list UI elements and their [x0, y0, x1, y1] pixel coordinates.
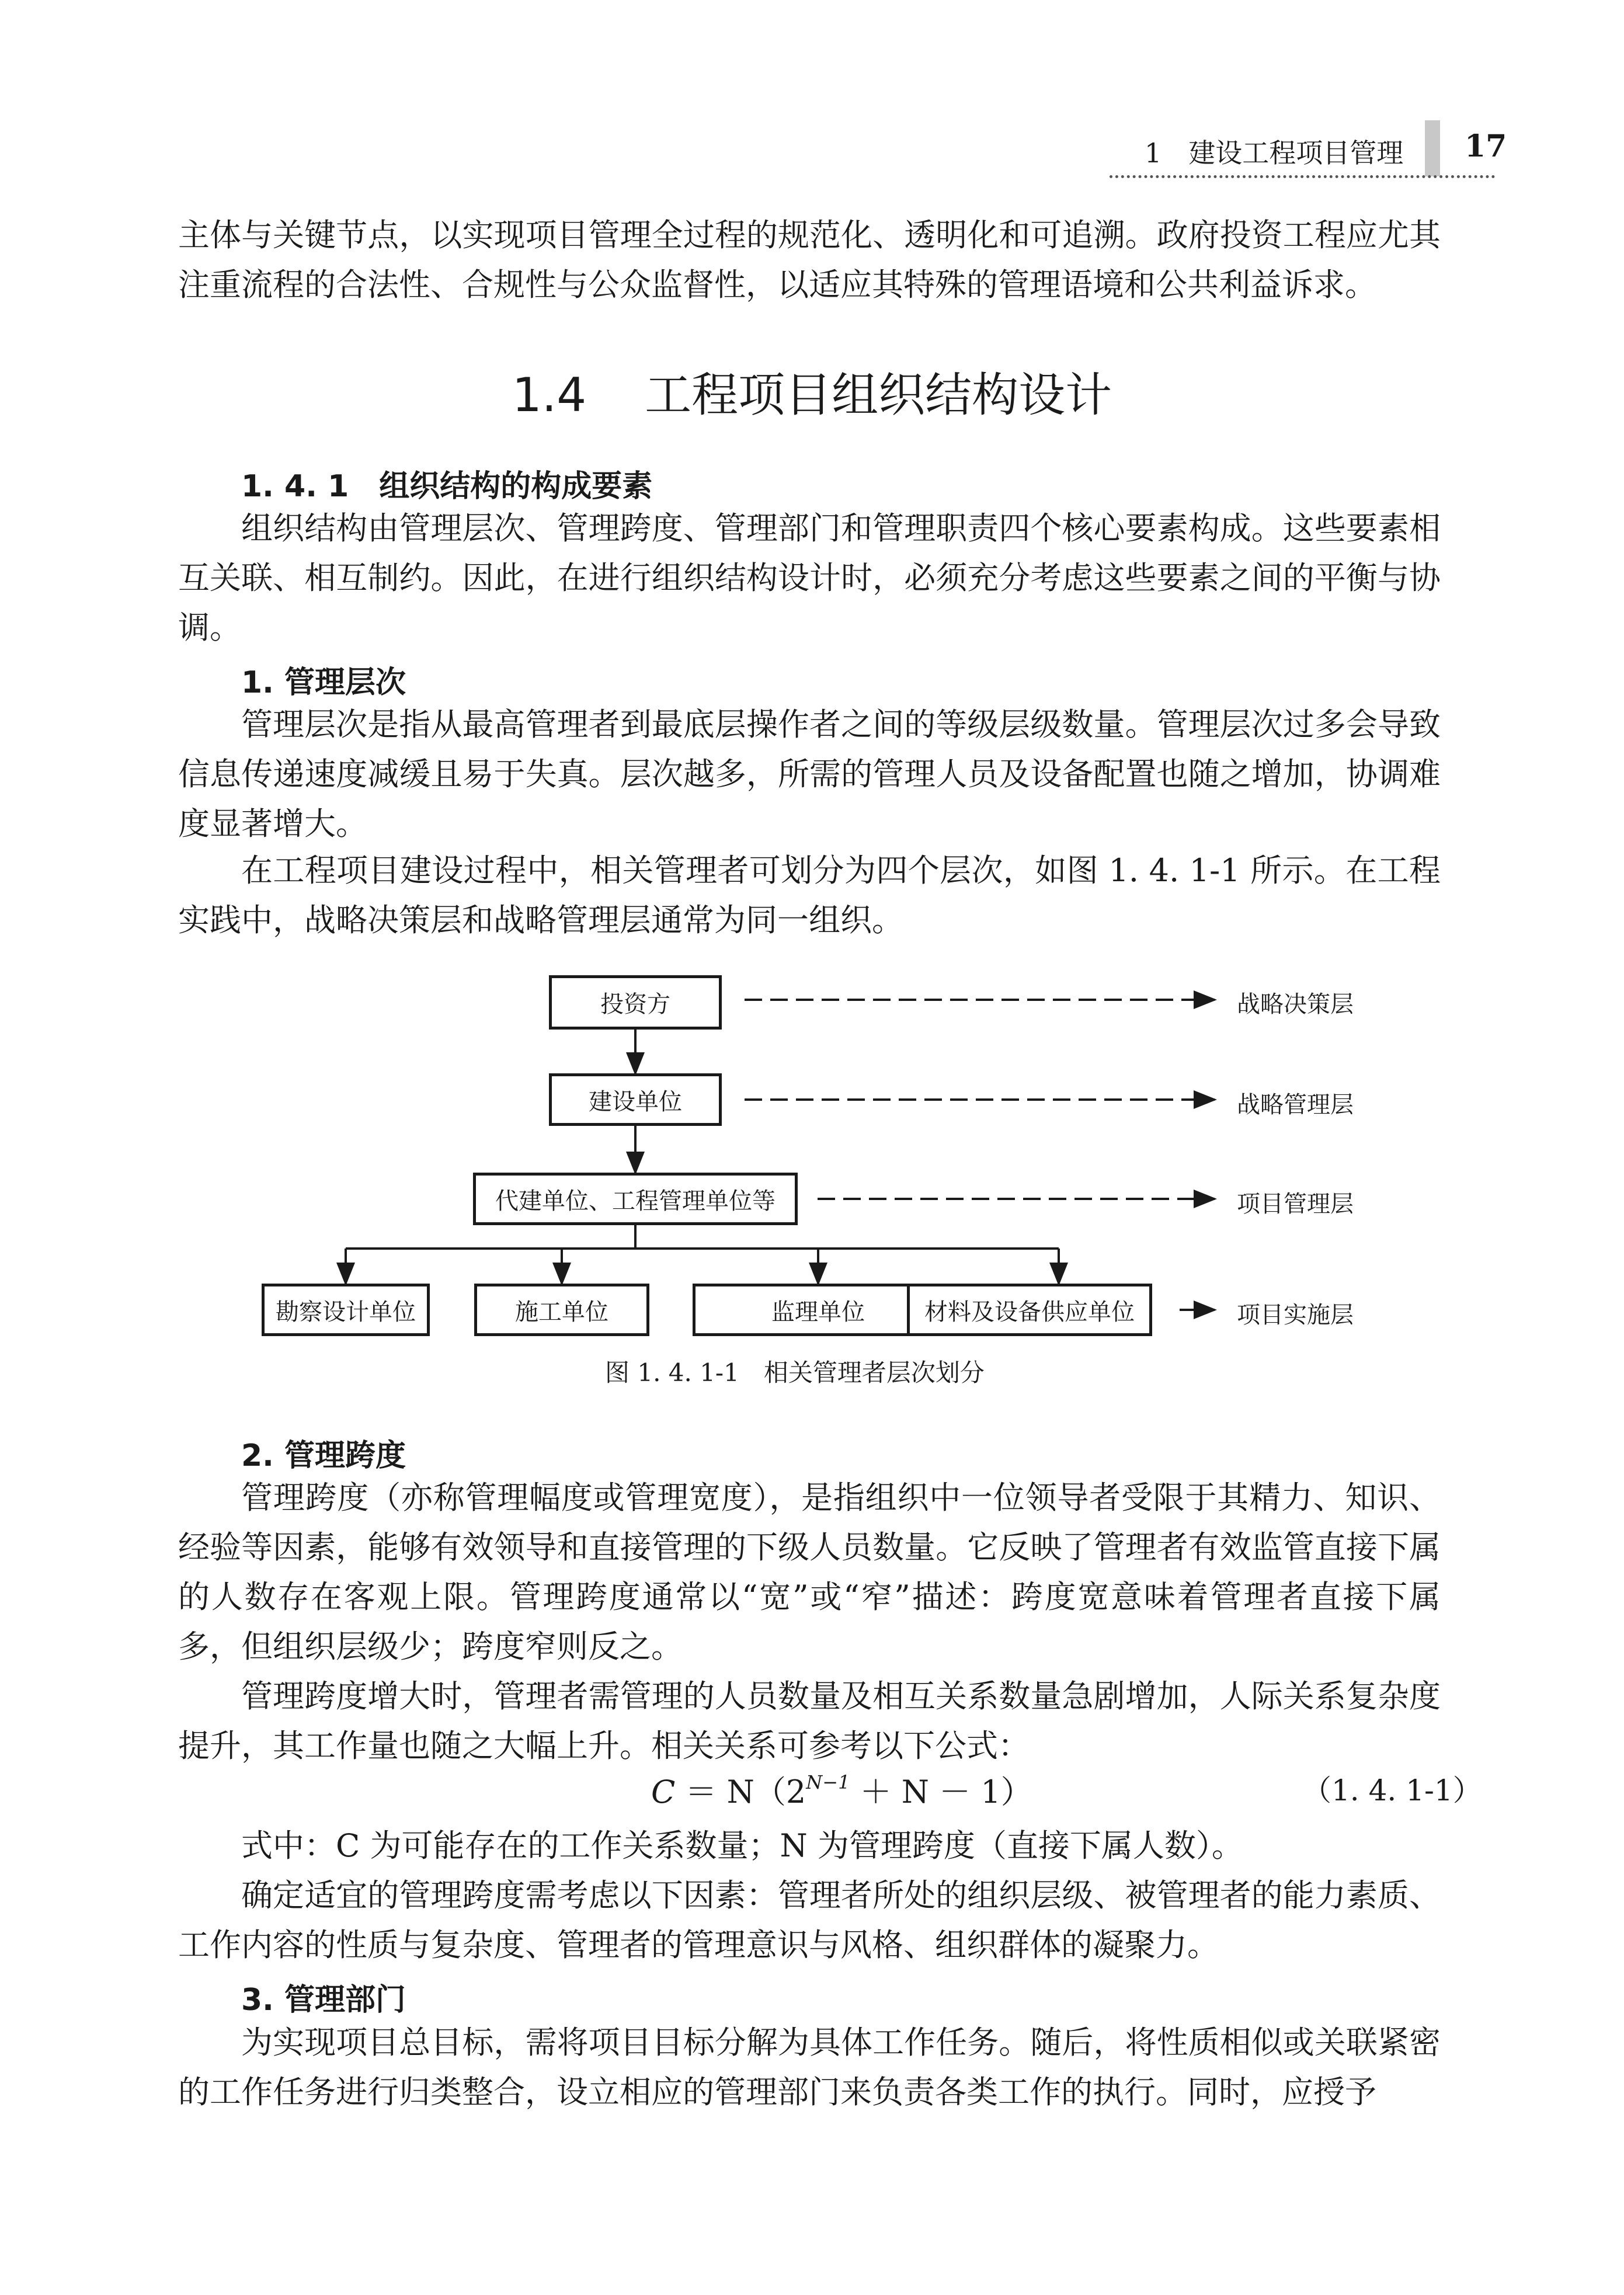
node-builder: 建设单位: [549, 1073, 722, 1126]
node-survey-design: 勘察设计单位: [262, 1284, 430, 1336]
part1-paragraph-1: 管理层次是指从最高管理者到最底层操作者之间的等级层级数量。管理层次过多会导致信息传递速度减缓且易于失真。层次越多，所需的管理人员及设备配置也随之增加，协调难度显著增大。: [178, 706, 1441, 842]
section-heading: [0, 357, 1624, 425]
part2-paragraph-2: 管理跨度增大时，管理者需管理的人员数量及相互关系数量急剧增加，人际关系复杂度提升，其工作量也随之大幅上升。相关关系可参考以下公式：: [178, 1678, 1441, 1764]
part2-paragraph-4: 确定适宜的管理跨度需考虑以下因素：管理者所处的组织层级、被管理者的能力素质、工作内容的性质与复杂度、管理者的管理意识与风格、组织群体的凝聚力。: [178, 1877, 1441, 1963]
part1-heading: 1. 管理层次: [241, 665, 406, 700]
section-title: 工程项目组织结构设计: [645, 368, 1112, 422]
section-number: 1.4: [512, 368, 587, 422]
formula-lhs: C: [651, 1774, 676, 1810]
level-project-implementation: 项目实施层: [1237, 1302, 1354, 1329]
node-supplier: 材料及设备供应单位: [907, 1284, 1152, 1336]
header-dotted-rule: [1110, 175, 1495, 178]
part2-paragraph-3: 式中：C 为可能存在的工作关系数量；N 为管理跨度（直接下属人数）。: [241, 1827, 1243, 1864]
formula-rest: ＋ N － 1）: [850, 1774, 1032, 1810]
part1-paragraph-2: 在工程项目建设过程中，相关管理者可划分为四个层次，如图 1. 4. 1-1 所示。在工程实践中，战略决策层和战略管理层通常为同一组织。: [178, 852, 1441, 938]
part2-heading: 2. 管理跨度: [241, 1438, 406, 1473]
page-number: 17: [1465, 128, 1507, 164]
node-agent: 代建单位、工程管理单位等: [473, 1173, 798, 1225]
subsection-heading: 1. 4. 1 组织结构的构成要素: [241, 469, 653, 504]
node-supervision: 监理单位: [693, 1284, 944, 1336]
span-formula: [651, 1767, 1032, 1812]
part3-paragraph-1: 为实现项目总目标，需将项目目标分解为具体工作任务。随后，将性质相似或关联紧密的工作任务进行归类整合，设立相应的管理部门来负责各类工作的执行。同时，应授予: [178, 2024, 1441, 2110]
formula-exponent: N−1: [806, 1771, 850, 1793]
formula-eq: ＝ N（2: [675, 1774, 806, 1810]
level-strategic-management: 战略管理层: [1237, 1091, 1354, 1118]
continuation-paragraph: 主体与关键节点，以实现项目管理全过程的规范化、透明化和可追溯。政府投资工程应尤其注重流程的合法性、合规性与公众监督性，以适应其特殊的管理语境和公共利益诉求。: [178, 217, 1441, 303]
level-strategic-decision: 战略决策层: [1237, 991, 1354, 1018]
subsection-intro: 组织结构由管理层次、管理跨度、管理部门和管理职责四个核心要素构成。这些要素相互关联、相互制约。因此，在进行组织结构设计时，必须充分考虑这些要素之间的平衡与协调。: [178, 510, 1441, 646]
node-investor: 投资方: [549, 975, 722, 1030]
figure-caption: 图 1. 4. 1-1 相关管理者层次划分: [605, 1358, 985, 1387]
running-header-chapter: 1 建设工程项目管理: [1145, 137, 1404, 169]
part3-heading: 3. 管理部门: [241, 1983, 406, 2018]
level-project-management: 项目管理层: [1237, 1191, 1354, 1218]
node-construction: 施工单位: [474, 1284, 649, 1336]
equation-number: （1. 4. 1-1）: [1302, 1774, 1482, 1807]
part2-paragraph-1: 管理跨度（亦称管理幅度或管理宽度），是指组织中一位领导者受限于其精力、知识、经验等因素，能够有效领导和直接管理的下级人员数量。它反映了管理者有效监管直接下属的人数存在客观上限。管理跨度通常以“宽”或“窄”描述：跨度宽意味着管理者直接下属多，但组织层级少；跨度窄则反之。: [178, 1479, 1441, 1665]
header-divider-bar: [1425, 120, 1440, 176]
